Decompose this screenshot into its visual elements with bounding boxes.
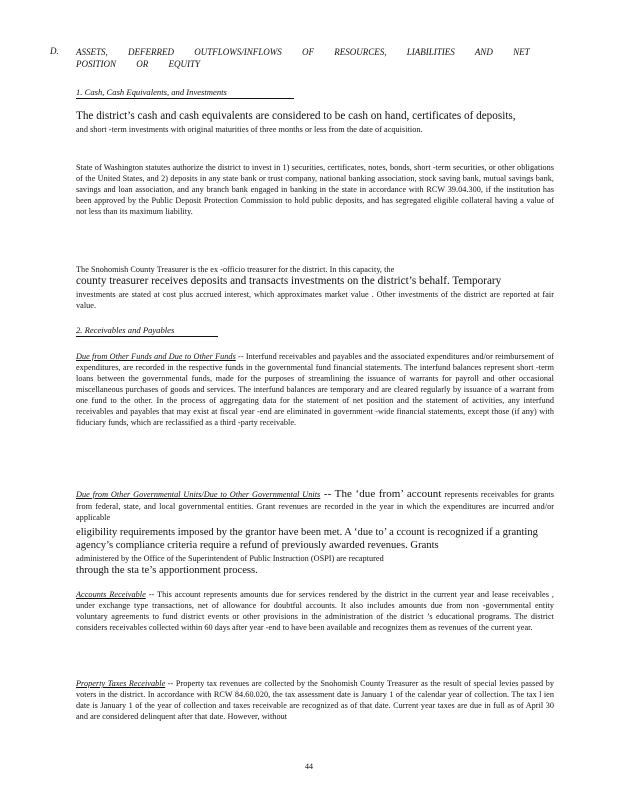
paragraph-text: -- Interfund receivables and payables and the associated expenditures and/or reimbursement of expenditures, are recorded in the respective funds in the governmental fund financial statements. The interfund balances represent short -term loans between the governmental funds, made for the purposes of streamlining the issuance of warrants for payroll and other occasional miscellaneous purchases of goods and services. The interfund balances are temporary and are cleared regularly by issuance of a warrant from one fund to the other. In the process of aggregating data for the statement of net position and the statement of activities, any interfund receivables and payables that may exist at fiscal year -end are eliminated in government -wide financial statements, except those (if any) with fiduciary funds, which are reclassified as a third -party receivable.: [76, 352, 554, 427]
paragraph-label: Property Taxes Receivable: [76, 679, 166, 688]
section-letter: D.: [50, 46, 59, 56]
paragraph-treasurer-lead: county treasurer receives deposits and transacts investments on the district’s behalf. Temporary: [76, 275, 502, 287]
paragraph-text: -- Property tax revenues are collected by the Snohomish County Treasurer as the result of special levies passed by voters in the district. In accordance with RCW 84.60.020, the tax assessment date is January 1 of the calendar year of collection. The tax l ien date is January 1 of the year of collection and taxes receivable are recognized as of that date. Current year taxes are due in full as of April 30 and are considered delinquent after that date. However, without: [76, 679, 554, 721]
heading-underline: [76, 98, 294, 99]
paragraph-label: Accounts Receivable: [76, 590, 146, 599]
paragraph-accounts-receivable: [76, 589, 554, 633]
page-number: 44: [305, 762, 313, 771]
paragraph-due-from-governmental-units: [76, 488, 554, 523]
paragraph-cash-definition: and short -term investments with original maturities of three months or less from the date of acquisition.: [76, 125, 423, 134]
paragraph-ospi: administered by the Office of the Superintendent of Public Instruction (OSPI) are recaptured: [76, 554, 384, 563]
paragraph-label: Due from Other Governmental Units/Due to Other Governmental Units: [76, 490, 321, 499]
paragraph-governmental-eligibility: eligibility requirements imposed by the grantor have been met. A ‘due to’ a ccount is recognized if a granting agency’s compliance criteria require a refund of previously awarded revenues. Grants: [76, 527, 538, 551]
paragraph-treasurer-b: investments are stated at cost plus accrued interest, which approximates market value . Other investments of the district are reported at fair value.: [76, 290, 554, 310]
paragraph-text-large: -- The ‘due from’ account: [320, 488, 442, 500]
paragraph-apportionment: through the sta te’s apportionment process.: [76, 565, 258, 576]
paragraph-investment-authority: State of Washington statutes authorize the district to invest in 1) securities, certificates, notes, bonds, short -term securities, or other obligations of the United States, and 2) deposits in any state bank or trust company, national banking association, stock saving bank, mutual savings bank, savings and loan association, and any branch bank engaged in banking in the state in accordance with RCW 39.04.300, if the institution has been approved by the Public Deposit Protection Commission to hold public deposits, and has segregated eligible collateral having a value of not less than its maximum liability.: [76, 163, 554, 216]
heading-underline: [76, 336, 218, 337]
subsection-heading-receivables: 2. Receivables and Payables: [76, 325, 175, 335]
paragraph-property-taxes: [76, 678, 554, 722]
paragraph-text: -- This account represents amounts due for services rendered by the district in the current year and lease receivables , under exchange type transactions, net of allowance for doubtful accounts. It also includes amounts due from non -governmental entity voluntary agreements to fund district events or other provisions in the administration of the district ’s educational programs. The district considers receivables collected within 60 days after year -end to have been available and recognizes them as revenues of the current year.: [76, 590, 554, 632]
paragraph-treasurer-a: The Snohomish County Treasurer is the ex -officio treasurer for the district. In this capacity, the: [76, 265, 395, 274]
paragraph-text: represents receivables for grants from federal, state, and local governmental entities. Grant revenues are recorded in the year in which the expenditures are incurred and/or applicable: [76, 490, 554, 522]
section-title: ASSETS, DEFERRED OUTFLOWS/INFLOWS OF RESOURCES, LIABILITIES AND NET POSITION OR EQUITY: [76, 47, 530, 69]
subsection-heading-cash: 1. Cash, Cash Equivalents, and Investments: [76, 87, 227, 97]
paragraph-due-from-other-funds: [76, 351, 554, 428]
paragraph-cash-lead: The district’s cash and cash equivalents are considered to be cash on hand, certificates of deposits,: [76, 110, 516, 122]
paragraph-label: Due from Other Funds and Due to Other Funds: [76, 352, 236, 361]
